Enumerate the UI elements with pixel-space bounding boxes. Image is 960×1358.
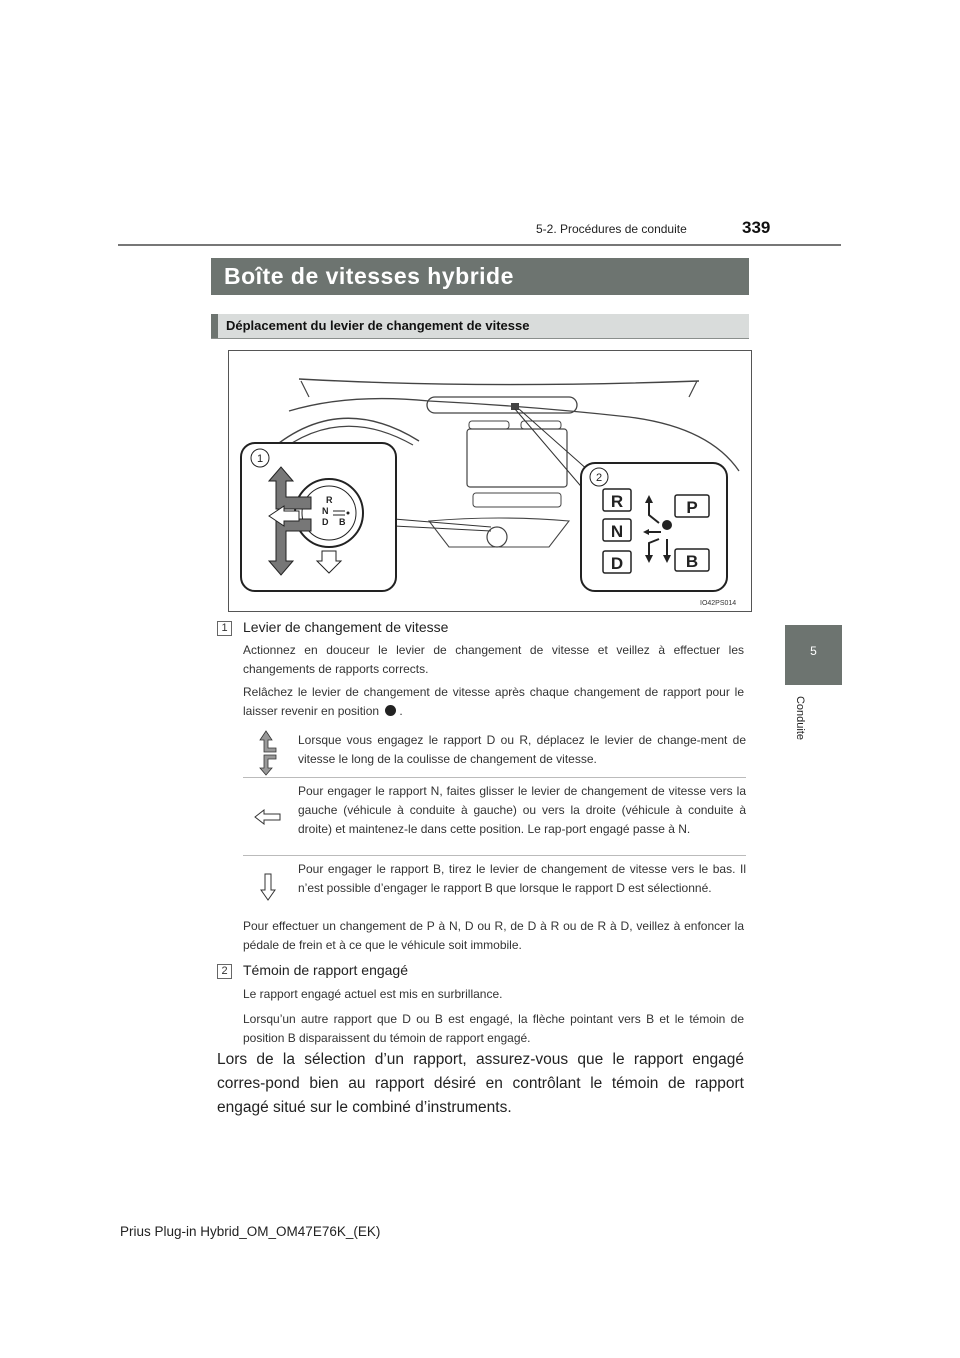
lever-operations-table (243, 727, 746, 918)
lever-letter-b: B (339, 517, 346, 527)
chapter-number: 5 (810, 644, 817, 658)
item-2-number: 2 (217, 964, 232, 979)
item-1-number-badge (217, 618, 232, 636)
item-1-paragraph-1: Actionnez en douceur le levier de changement de vitesse et veillez à effectuer les changements de rapports corrects. (243, 643, 744, 676)
indicator-n: N (610, 522, 624, 541)
item-1-paragraph-2-end: . (399, 704, 403, 718)
closing-paragraph: Lors de la sélection d’un rapport, assurez-vous que le rapport engagé corres-pond bien au rapport désiré en contrôlant le témoin de rapport engagé situé sur le combiné d’instruments. (217, 1051, 744, 1116)
page-number: 339 (742, 218, 771, 237)
operation-row-3-text: Pour engager le rapport B, tirez le levier de changement de vitesse vers le bas. Il n’est possible d’engager le rapport B que lorsque le rapport D est sélectionné. (298, 862, 746, 895)
shift-lever-figure (228, 350, 752, 612)
indicator-d: D (610, 554, 624, 573)
item-2-number-badge (217, 961, 232, 979)
indicator-p: P (686, 498, 698, 517)
dashboard-illustration (229, 351, 751, 611)
lever-letter-n: N (322, 506, 329, 516)
neutral-position-dot-icon (385, 705, 396, 716)
up-down-arrows-icon (243, 727, 293, 777)
section-header: 5-2. Procédures de conduite (536, 222, 687, 236)
header-divider (118, 244, 841, 246)
callout-2-label: 2 (595, 472, 603, 484)
item-1-number: 1 (217, 621, 232, 636)
page-title: Boîte de vitesses hybride (224, 263, 514, 289)
lever-letter-r: R (326, 495, 333, 505)
chapter-label-container (780, 692, 806, 752)
operation-row-3 (243, 856, 746, 918)
lever-letter-d: D (322, 517, 329, 527)
operation-row-1 (243, 727, 746, 778)
item-2-paragraph-1: Le rapport engagé actuel est mis en surbrillance. (243, 987, 503, 1001)
item-1-note: Pour effectuer un changement de P à N, D ou R, de D à R ou de R à D, veillez à enfoncer la pédale de frein et à ce que le véhicule soit immobile. (243, 919, 744, 952)
item-1-paragraph-2 (243, 683, 744, 721)
item-2-title: Témoin de rapport engagé (243, 962, 408, 978)
indicator-b: B (685, 552, 699, 571)
section-subtitle: Déplacement du levier de changement de vitesse (226, 318, 530, 333)
callout-1-label: 1 (256, 453, 264, 465)
item-2-paragraph-2: Lorsqu’un autre rapport que D ou B est engagé, la flèche pointant vers B et le témoin de position B disparaissent du témoin de rapport engagé. (243, 1012, 744, 1045)
chapter-label: Conduite (794, 695, 806, 741)
figure-code: IO42PS014 (700, 600, 737, 607)
indicator-r: R (610, 492, 624, 511)
down-arrow-icon (243, 856, 293, 918)
item-1-title: Levier de changement de vitesse (243, 619, 449, 635)
left-arrow-icon (243, 778, 293, 855)
footer-doc-id: Prius Plug-in Hybrid_OM_OM47E76K_(EK) (120, 1224, 381, 1239)
subtitle-accent (211, 314, 218, 338)
operation-row-2-text: Pour engager le rapport N, faites glisser le levier de changement de vitesse vers la gauche (véhicule à conduite à gauche) ou vers la droite (véhicule à conduite à droite) et maintenez-le dans cette position. Le rap-port engagé passe à N. (298, 784, 746, 836)
operation-row-1-text: Lorsque vous engagez le rapport D ou R, déplacez le levier de change-ment de vitesse le long de la coulisse de changement de vitesse. (298, 733, 746, 766)
operation-row-2 (243, 778, 746, 856)
item-1-paragraph-2-text: Relâchez le levier de changement de vitesse après chaque changement de rapport pour le laisser revenir en position (243, 685, 744, 718)
